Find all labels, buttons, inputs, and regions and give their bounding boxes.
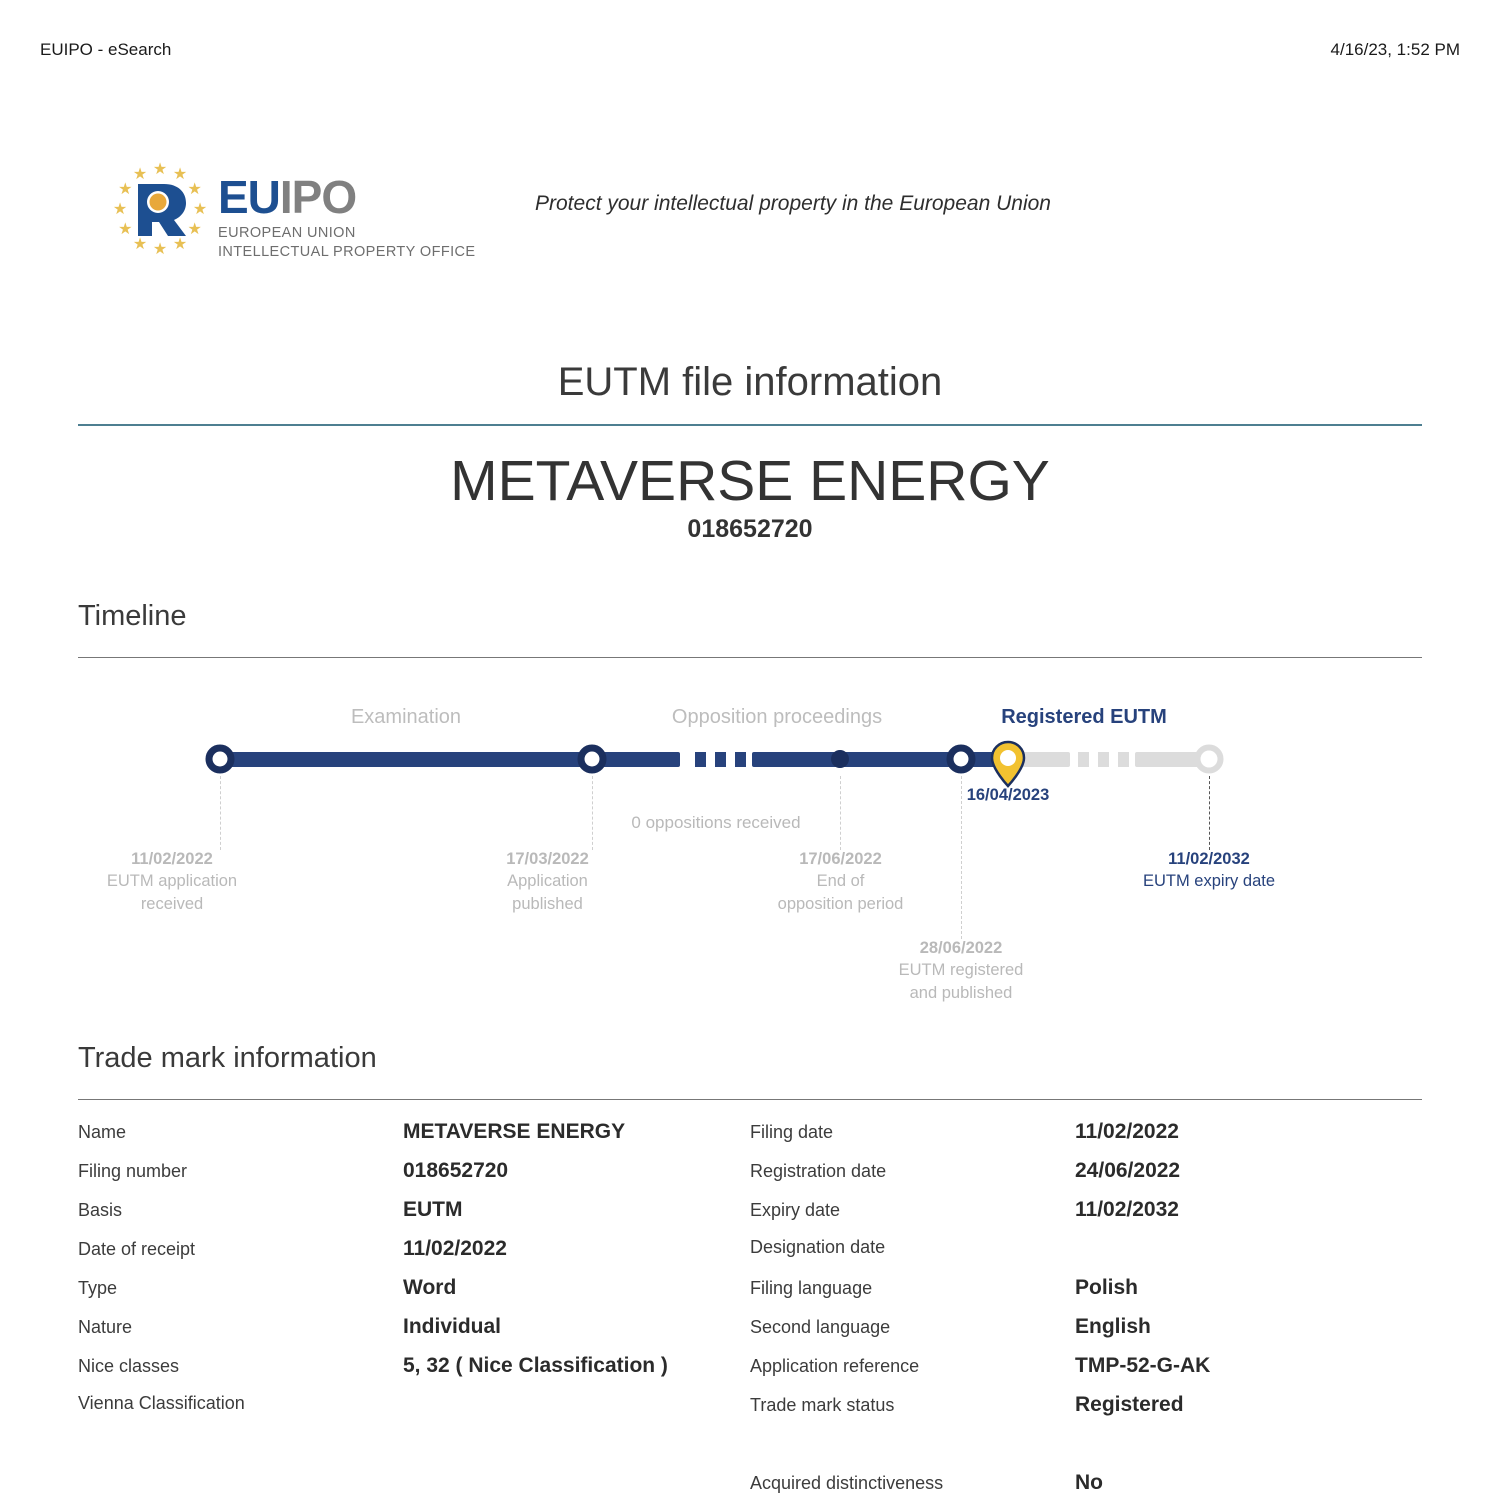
timeline-event-desc-line1: EUTM registered <box>898 961 1024 980</box>
print-header-timestamp: 4/16/23, 1:52 PM <box>1330 40 1460 59</box>
timeline-node-registered-published[interactable] <box>947 745 976 774</box>
timeline-leader-4 <box>961 776 962 939</box>
info-row <box>78 1315 750 1354</box>
current-date-pin-icon[interactable] <box>990 740 1026 788</box>
timeline-opposition-note: 0 oppositions received <box>631 813 801 832</box>
timeline-event-desc-line2: received <box>140 894 204 913</box>
timeline-event-date: 11/02/2022 <box>131 850 213 868</box>
info-row-label: Filing number <box>78 1161 188 1181</box>
timeline-section-header <box>78 600 1422 658</box>
info-row-value: TMP-52-G-AK <box>1075 1354 1211 1377</box>
timeline-event-date: 11/02/2032 <box>1168 850 1250 868</box>
info-row-value: 11/02/2022 <box>403 1237 507 1260</box>
info-row-value: Individual <box>403 1315 502 1338</box>
eu-star-icon: ★ <box>152 241 168 258</box>
print-header <box>40 40 1460 60</box>
info-row-label: Type <box>78 1278 118 1298</box>
logo-subtitle-line1: EUROPEAN UNION <box>218 224 356 241</box>
info-row-label: Date of receipt <box>78 1239 196 1259</box>
info-row-label: Second language <box>750 1317 891 1337</box>
timeline-event-application-received <box>82 848 262 915</box>
trade-mark-heading: Trade mark information <box>78 1042 377 1074</box>
info-row-value: English <box>1075 1315 1151 1338</box>
timeline-node-application-received[interactable] <box>206 745 235 774</box>
eu-star-icon: ★ <box>112 201 128 218</box>
info-row-value: 5, 32 ( Nice Classification ) <box>403 1354 668 1377</box>
info-row-label: Application reference <box>750 1356 920 1376</box>
title-divider <box>78 424 1422 426</box>
eu-star-icon: ★ <box>132 166 148 184</box>
info-row <box>78 1354 750 1393</box>
trade-mark-name-heading: METAVERSE ENERGY <box>450 449 1050 513</box>
timeline-phase-opposition: Opposition proceedings <box>671 706 883 728</box>
timeline-event-end-opposition <box>748 848 933 915</box>
info-row-label: Designation date <box>750 1237 886 1257</box>
eu-star-icon: ★ <box>118 181 133 198</box>
timeline-node-application-published[interactable] <box>578 745 607 774</box>
timeline-node-end-opposition[interactable] <box>831 750 849 768</box>
trade-mark-info-right-column <box>750 1120 1422 1510</box>
info-row-value: 24/06/2022 <box>1075 1159 1181 1182</box>
info-row <box>78 1237 750 1276</box>
timeline-leader-3 <box>840 776 841 850</box>
info-row-value: METAVERSE ENERGY <box>403 1120 626 1143</box>
info-row-label: Name <box>78 1122 127 1142</box>
trade-mark-divider <box>78 1099 1422 1100</box>
timeline-leader-1 <box>220 776 221 850</box>
info-row <box>78 1198 750 1237</box>
timeline-dash-6 <box>1118 752 1129 767</box>
info-row <box>750 1393 1422 1432</box>
timeline-event-registered-published <box>866 937 1056 1004</box>
timeline-divider <box>78 657 1422 658</box>
info-row-value: Registered <box>1075 1393 1184 1416</box>
timeline-graphic <box>0 690 1500 1020</box>
timeline-dash-4 <box>1078 752 1089 767</box>
timeline-track-examination <box>220 752 680 767</box>
print-header-left: EUIPO - eSearch <box>40 40 172 59</box>
info-row-value: 018652720 <box>403 1159 509 1182</box>
euipo-r-glyph-icon <box>134 182 188 238</box>
current-date-label: 16/04/2023 <box>966 786 1050 804</box>
timeline-phase-examination: Examination <box>350 706 462 728</box>
info-row <box>750 1354 1422 1393</box>
info-row-label: Filing language <box>750 1278 873 1298</box>
brand-band <box>0 150 1500 270</box>
timeline-event-date: 17/03/2022 <box>506 850 589 868</box>
timeline-dash-5 <box>1098 752 1109 767</box>
eu-star-icon: ★ <box>187 221 202 238</box>
info-row <box>750 1276 1422 1315</box>
eu-star-icon: ★ <box>118 221 133 238</box>
logo-ipo-text: IPO <box>279 171 357 223</box>
brand-tagline: Protect your intellectual property in the European Union <box>535 192 1051 215</box>
timeline-event-desc-line2: and published <box>909 983 1013 1002</box>
trade-mark-number-heading: 018652720 <box>687 515 813 543</box>
info-row <box>750 1120 1422 1159</box>
info-row <box>78 1276 750 1315</box>
timeline-leader-2 <box>592 776 593 850</box>
info-row <box>750 1198 1422 1237</box>
timeline-event-desc-line1: EUTM application <box>106 872 238 891</box>
timeline-event-expiry <box>1114 848 1304 893</box>
info-row <box>750 1237 1422 1276</box>
info-row-value: 11/02/2032 <box>1075 1198 1179 1221</box>
timeline-dash-3 <box>735 752 746 767</box>
timeline-event-desc-line2: opposition period <box>777 894 904 913</box>
info-row-label: Basis <box>78 1200 123 1220</box>
timeline-event-desc-line1: End of <box>816 872 865 891</box>
timeline-heading: Timeline <box>78 600 187 632</box>
timeline-leader-5 <box>1209 776 1210 850</box>
page-title: EUTM file information <box>557 360 943 404</box>
timeline-event-date: 28/06/2022 <box>919 939 1003 957</box>
logo-subtitle-line2: INTELLECTUAL PROPERTY OFFICE <box>218 243 476 260</box>
timeline-event-desc-line1: EUTM expiry date <box>1142 872 1276 891</box>
trade-mark-info-grid <box>78 1120 1422 1510</box>
info-row <box>78 1120 750 1159</box>
timeline-event-desc-line1: Application <box>507 872 588 891</box>
eu-star-icon: ★ <box>152 161 168 178</box>
logo-eu-text: EU <box>218 171 280 223</box>
euipo-logo <box>108 158 476 262</box>
info-row-spacer <box>750 1432 1422 1471</box>
info-row <box>750 1471 1422 1510</box>
info-row-value: 11/02/2022 <box>1075 1120 1179 1143</box>
eu-star-icon: ★ <box>192 201 208 218</box>
info-row-value: Polish <box>1075 1276 1139 1299</box>
timeline-event-application-published <box>460 848 635 915</box>
info-row-value: Word <box>403 1276 457 1299</box>
trade-mark-info-left-column <box>78 1120 750 1510</box>
timeline-dash-2 <box>715 752 726 767</box>
trade-mark-section-header <box>78 1042 1422 1100</box>
eu-star-icon: ★ <box>132 235 148 253</box>
eu-stars-icon <box>108 158 212 262</box>
info-row-label: Expiry date <box>750 1200 841 1220</box>
info-row-label: Nice classes <box>78 1356 180 1376</box>
info-row-label: Filing date <box>750 1122 834 1142</box>
eu-star-icon: ★ <box>187 181 202 198</box>
info-row-label: Nature <box>78 1317 133 1337</box>
info-row <box>750 1315 1422 1354</box>
info-row-value: No <box>1075 1471 1103 1494</box>
info-row-label: Registration date <box>750 1161 887 1181</box>
info-row-value: EUTM <box>403 1198 463 1221</box>
info-row <box>78 1159 750 1198</box>
timeline-event-desc-line2: published <box>512 894 583 913</box>
eu-star-icon: ★ <box>172 235 188 253</box>
timeline-dash-1 <box>695 752 706 767</box>
info-row <box>78 1393 750 1432</box>
timeline-node-expiry[interactable] <box>1195 745 1224 774</box>
info-row-label: Vienna Classification <box>78 1393 245 1413</box>
timeline-event-date: 17/06/2022 <box>799 850 882 868</box>
info-row <box>750 1159 1422 1198</box>
info-row-label: Trade mark status <box>750 1395 895 1415</box>
eu-star-icon: ★ <box>172 166 188 184</box>
info-row-label: Acquired distinctiveness <box>750 1473 944 1493</box>
timeline-phase-registered: Registered EUTM <box>1001 706 1167 728</box>
euipo-wordmark <box>218 158 476 261</box>
